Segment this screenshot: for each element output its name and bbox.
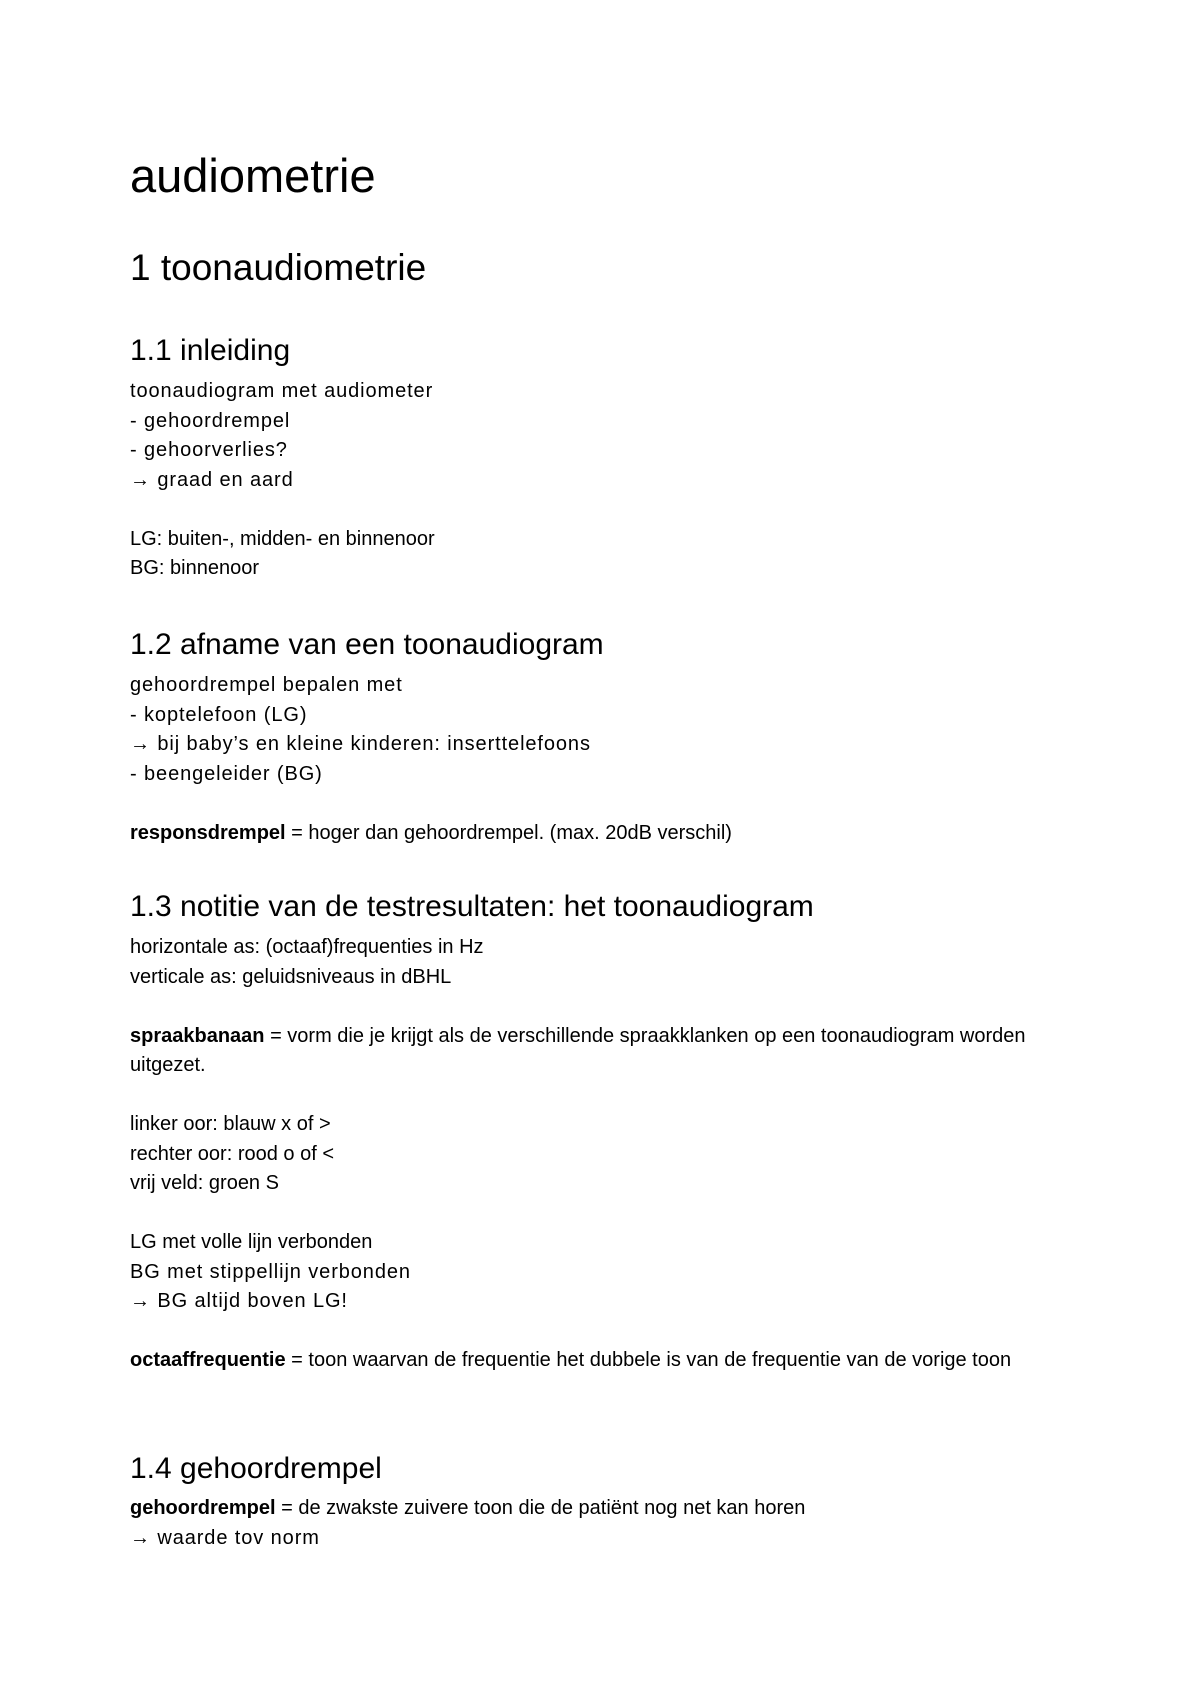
text-line: → BG altijd boven LG!	[130, 1290, 348, 1312]
text-line: → graad en aard	[130, 468, 294, 491]
spacer	[130, 789, 1080, 819]
definition-term: responsdrempel	[130, 821, 286, 844]
spacer	[130, 1317, 1080, 1347]
definition-octaaffrequentie	[130, 1346, 1080, 1376]
document-title: audiometrie	[130, 149, 376, 202]
text-line: BG met stippellijn verbonden	[130, 1260, 411, 1283]
text-line: - gehoordrempel	[130, 409, 291, 432]
heading-toonaudiometrie: 1 toonaudiometrie	[130, 247, 427, 288]
spacer	[130, 992, 1080, 1022]
legend-line: rechter oor: rood o of <	[130, 1142, 335, 1165]
section-afname	[130, 671, 1080, 848]
text-line: LG: buiten-, midden- en binnenoor	[130, 527, 435, 550]
heading-gehoordrempel: 1.4 gehoordrempel	[130, 1452, 382, 1485]
text-line: - koptelefoon (LG)	[130, 703, 308, 726]
definition-responsdrempel	[130, 819, 1080, 849]
legend-line: vrij veld: groen S	[130, 1172, 279, 1194]
heading-inleiding: 1.1 inleiding	[130, 334, 291, 367]
text-line: verticale as: geluidsniveaus in dBHL	[130, 965, 452, 988]
definition-text: = toon waarvan de frequentie het dubbele is van de frequentie van de vorige toon	[285, 1349, 1012, 1371]
definition-text: = vorm die je krijgt als de verschillende spraakklanken op een toonaudiogram worden uitgezet.	[130, 1024, 1026, 1076]
text-line: - gehoorverlies?	[130, 439, 288, 461]
section-gehoordrempel	[130, 1494, 1080, 1553]
definition-spraakbanaan	[130, 1022, 1080, 1081]
definition-gehoordrempel	[130, 1494, 1080, 1524]
heading-afname: 1.2 afname van een toonaudiogram	[130, 628, 604, 661]
legend-line: linker oor: blauw x of >	[130, 1113, 331, 1135]
text-line: - beengeleider (BG)	[130, 762, 323, 785]
definition-term: spraakbanaan	[130, 1024, 265, 1047]
spacer	[130, 495, 1080, 525]
heading-notitie: 1.3 notitie van de testresultaten: het toonaudiogram	[130, 890, 814, 923]
section-notitie	[130, 933, 1080, 1376]
definition-term: octaaffrequentie	[130, 1349, 286, 1371]
text-line: LG met volle lijn verbonden	[130, 1231, 373, 1253]
definition-text: = de zwakste zuivere toon die de patiënt nog net kan horen	[275, 1497, 806, 1519]
text-line: → bij baby’s en kleine kinderen: inserttelefoons	[130, 733, 591, 755]
text-line: toonaudiogram met audiometer	[130, 380, 434, 402]
text-line: horizontale as: (octaaf)frequenties in Hz	[130, 936, 484, 958]
text-line: BG: binnenoor	[130, 557, 259, 579]
text-line: gehoordrempel bepalen met	[130, 674, 403, 696]
spacer	[130, 1081, 1080, 1111]
spacer	[130, 1199, 1080, 1229]
text-line: → waarde tov norm	[130, 1526, 320, 1549]
definition-text: = hoger dan gehoordrempel. (max. 20dB verschil)	[285, 821, 732, 844]
section-inleiding	[130, 377, 1080, 584]
definition-term: gehoordrempel	[130, 1497, 276, 1519]
